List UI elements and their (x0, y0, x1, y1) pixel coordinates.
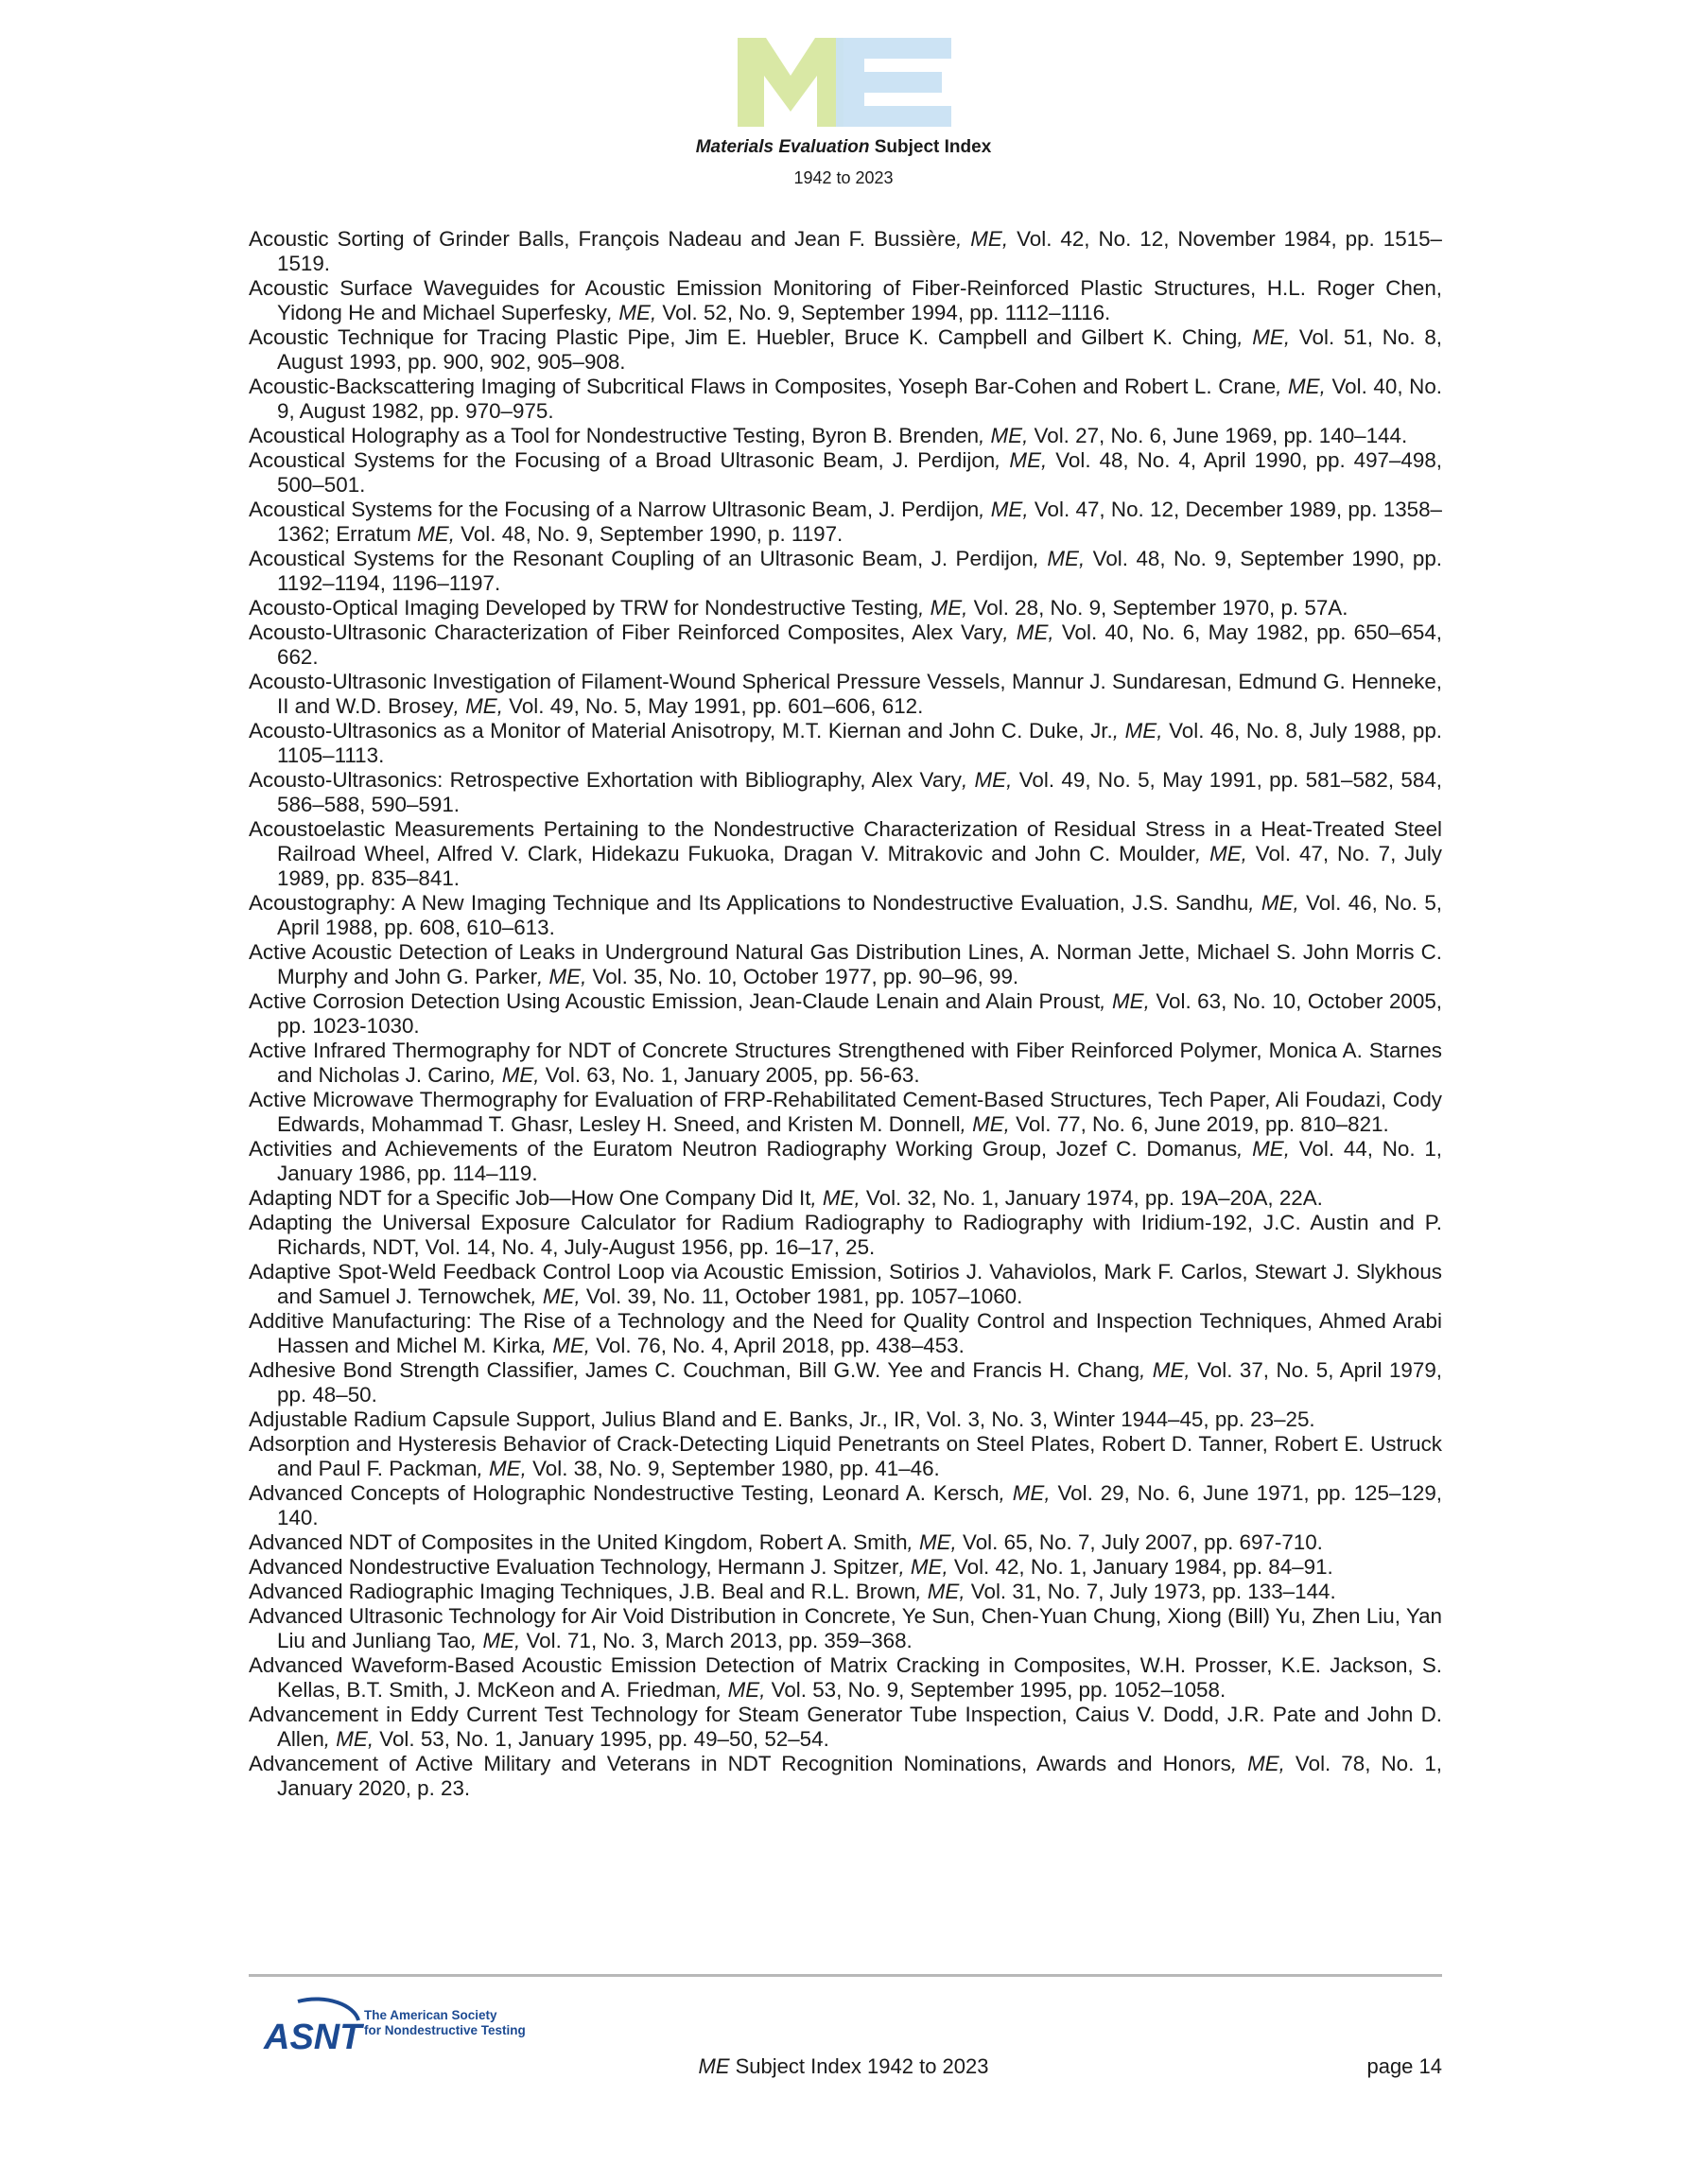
index-years: 1942 to 2023 (793, 168, 894, 187)
index-entry: Advanced Waveform-Based Acoustic Emission Detection of Matrix Cracking in Composites, W.H. Prosser, K.E. Jackson, S. Kellas, B.T. Smith, J. McKeon and A. Friedman, ME, Vol. 53, No. 9, September 1995, pp. 1052–1058. (249, 1653, 1442, 1702)
index-title (0, 137, 1687, 158)
me-logo-m (738, 38, 844, 127)
footer-divider (249, 1974, 1442, 1977)
index-entry: Advancement of Active Military and Veterans in NDT Recognition Nominations, Awards and Honors, ME, Vol. 78, No. 1, January 2020, p. 23. (249, 1752, 1442, 1800)
index-entry: Active Acoustic Detection of Leaks in Underground Natural Gas Distribution Lines, A. Norman Jette, Michael S. John Morris C. Murphy and John G. Parker, ME, Vol. 35, No. 10, October 1977, pp. 90–96, 99. (249, 940, 1442, 988)
asnt-org-line2: for Nondestructive Testing (364, 2023, 526, 2037)
index-entry: Advanced Nondestructive Evaluation Technology, Hermann J. Spitzer, ME, Vol. 42, No. 1, January 1984, pp. 84–91. (249, 1555, 1333, 1579)
index-entry: Active Infrared Thermography for NDT of Concrete Structures Strengthened with Fiber Reinforced Polymer, Monica A. Starnes and Nicholas J. Carino, ME, Vol. 63, No. 1, January 2005, pp. 56-63. (249, 1039, 1442, 1087)
index-entry: Acousto-Ultrasonic Investigation of Filament-Wound Spherical Pressure Vessels, Mannur J. Sundaresan, Edmund G. Henneke, II and W.D. Brosey, ME, Vol. 49, No. 5, May 1991, pp. 601–606, 612. (249, 670, 1442, 718)
index-entry: Adhesive Bond Strength Classifier, James C. Couchman, Bill G.W. Yee and Francis H. Chang, ME, Vol. 37, No. 5, April 1979, pp. 48–50. (249, 1358, 1442, 1406)
index-entry: Acoustography: A New Imaging Technique and Its Applications to Nondestructive Evaluation, J.S. Sandhu, ME, Vol. 46, No. 5, April 1988, pp. 608, 610–613. (249, 891, 1443, 939)
index-entry: Advanced Ultrasonic Technology for Air Void Distribution in Concrete, Ye Sun, Chen-Yuan Chung, Xiong (Bill) Yu, Zhen Liu, Yan Liu and Junliang Tao, ME, Vol. 71, No. 3, March 2013, pp. 359–368. (249, 1604, 1442, 1652)
index-title-italic: Materials Evaluation (695, 137, 870, 157)
index-entry: Acousto-Ultrasonics: Retrospective Exhortation with Bibliography, Alex Vary, ME, Vol. 49, No. 5, May 1991, pp. 581–582, 584, 586–588, 590–591. (249, 768, 1443, 816)
index-entry: Adapting NDT for a Specific Job—How One Company Did It, ME, Vol. 32, No. 1, January 1974, pp. 19A–20A, 22A. (249, 1186, 1323, 1210)
index-entry: Acousto-Ultrasonic Characterization of Fiber Reinforced Composites, Alex Vary, ME, Vol. 40, No. 6, May 1982, pp. 650–654, 662. (249, 620, 1443, 669)
index-entry: Acoustic Surface Waveguides for Acoustic Emission Monitoring of Fiber-Reinforced Plastic Structures, H.L. Roger Chen, Yidong He and Michael Superfesky, ME, Vol. 52, No. 9, September 1994, pp. 1112–1116. (249, 276, 1442, 324)
asnt-org-name (364, 2008, 526, 2038)
index-entry: Active Corrosion Detection Using Acoustic Emission, Jean-Claude Lenain and Alain Proust, ME, Vol. 63, No. 10, October 2005, pp. 1023-1030. (249, 989, 1443, 1038)
index-entry: Advanced NDT of Composites in the United Kingdom, Robert A. Smith, ME, Vol. 65, No. 7, July 2007, pp. 697-710. (249, 1530, 1323, 1554)
asnt-logo (260, 1996, 364, 2056)
index-entry: Acoustoelastic Measurements Pertaining to the Nondestructive Characterization of Residual Stress in a Heat-Treated Steel Railroad Wheel, Alfred V. Clark, Hidekazu Fukuoka, Dragan V. Mitrakovic and John C. Moulder, ME, Vol. 47, No. 7, July 1989, pp. 835–841. (249, 817, 1442, 890)
me-logo (738, 38, 951, 127)
index-entry: Acoustical Systems for the Focusing of a Broad Ultrasonic Beam, J. Perdijon, ME, Vol. 48, No. 4, April 1990, pp. 497–498, 500–501. (249, 448, 1443, 497)
index-entry: Active Microwave Thermography for Evaluation of FRP-Rehabilitated Cement-Based Structures, Tech Paper, Ali Foudazi, Cody Edwards, Mohammad T. Ghasr, Lesley H. Sneed, and Kristen M. Donnell, ME, Vol. 77, No. 6, June 2019, pp. 810–821. (249, 1088, 1442, 1136)
asnt-logo-text: ASNT (264, 2018, 362, 2056)
index-entry: Advanced Radiographic Imaging Techniques, J.B. Beal and R.L. Brown, ME, Vol. 31, No. 7, July 1973, pp. 133–144. (249, 1580, 1336, 1603)
footer-title-rest: Subject Index 1942 to 2023 (729, 2054, 989, 2078)
index-title-rest: Subject Index (869, 137, 992, 157)
index-entry: Acoustical Systems for the Resonant Coupling of an Ultrasonic Beam, J. Perdijon, ME, Vol. 48, No. 9, September 1990, pp. 1192–1194, 1196–1197. (249, 547, 1443, 595)
index-entry: Acoustic Technique for Tracing Plastic Pipe, Jim E. Huebler, Bruce K. Campbell and Gilbert K. Ching, ME, Vol. 51, No. 8, August 1993, pp. 900, 902, 905–908. (249, 325, 1442, 374)
index-entry: Adsorption and Hysteresis Behavior of Crack-Detecting Liquid Penetrants on Steel Plates, Robert D. Tanner, Robert E. Ustruck and Paul F. Packman, ME, Vol. 38, No. 9, September 1980, pp. 41–46. (249, 1432, 1442, 1480)
index-entry: Adjustable Radium Capsule Support, Julius Bland and E. Banks, Jr., IR, Vol. 3, No. 3, Winter 1944–45, pp. 23–25. (249, 1407, 1315, 1431)
index-entry: Advancement in Eddy Current Test Technology for Steam Generator Tube Inspection, Caius V. Dodd, J.R. Pate and John D. Allen, ME, Vol. 53, No. 1, January 1995, pp. 49–50, 52–54. (249, 1703, 1442, 1751)
me-logo-e (836, 38, 951, 127)
index-entry: Advanced Concepts of Holographic Nondestructive Testing, Leonard A. Kersch, ME, Vol. 29, No. 6, June 1971, pp. 125–129, 140. (249, 1481, 1442, 1529)
index-entry: Additive Manufacturing: The Rise of a Technology and the Need for Quality Control and Inspection Techniques, Ahmed Arabi Hassen and Michel M. Kirka, ME, Vol. 76, No. 4, April 2018, pp. 438–453. (249, 1309, 1442, 1357)
index-entries (249, 227, 1442, 1801)
asnt-org-line1: The American Society (364, 2008, 497, 2022)
index-entry: Acoustical Systems for the Focusing of a Narrow Ultrasonic Beam, J. Perdijon, ME, Vol. 47, No. 12, December 1989, pp. 1358–1362; Erratum ME, Vol. 48, No. 9, September 1990, p. 1197. (249, 498, 1443, 546)
index-entry: Adapting the Universal Exposure Calculator for Radium Radiography to Radiography with Iridium-192, J.C. Austin and P. Richards, NDT, Vol. 14, No. 4, July-August 1956, pp. 16–17, 25. (249, 1211, 1442, 1259)
index-entry: Activities and Achievements of the Euratom Neutron Radiography Working Group, Jozef C. Domanus, ME, Vol. 44, No. 1, January 1986, pp. 114–119. (249, 1137, 1443, 1185)
index-entry: Acoustic Sorting of Grinder Balls, François Nadeau and Jean F. Bussière, ME, Vol. 42, No. 12, November 1984, pp. 1515–1519. (249, 227, 1442, 275)
index-entry: Acousto-Optical Imaging Developed by TRW for Nondestructive Testing, ME, Vol. 28, No. 9, September 1970, p. 57A. (249, 596, 1348, 620)
index-entry: Acousto-Ultrasonics as a Monitor of Material Anisotropy, M.T. Kiernan and John C. Duke, Jr., ME, Vol. 46, No. 8, July 1988, pp. 1105–1113. (249, 719, 1442, 767)
index-entry: Adaptive Spot-Weld Feedback Control Loop via Acoustic Emission, Sotirios J. Vahaviolos, Mark F. Carlos, Stewart J. Slykhous and Samuel J. Ternowchek, ME, Vol. 39, No. 11, October 1981, pp. 1057–1060. (249, 1260, 1442, 1308)
footer-title-italic: ME (698, 2054, 730, 2078)
page-number: page 14 (1366, 2054, 1442, 2078)
index-entry: Acoustic-Backscattering Imaging of Subcritical Flaws in Composites, Yoseph Bar-Cohen and Robert L. Crane, ME, Vol. 40, No. 9, August 1982, pp. 970–975. (249, 375, 1442, 423)
index-entry: Acoustical Holography as a Tool for Nondestructive Testing, Byron B. Brenden, ME, Vol. 27, No. 6, June 1969, pp. 140–144. (249, 424, 1408, 447)
